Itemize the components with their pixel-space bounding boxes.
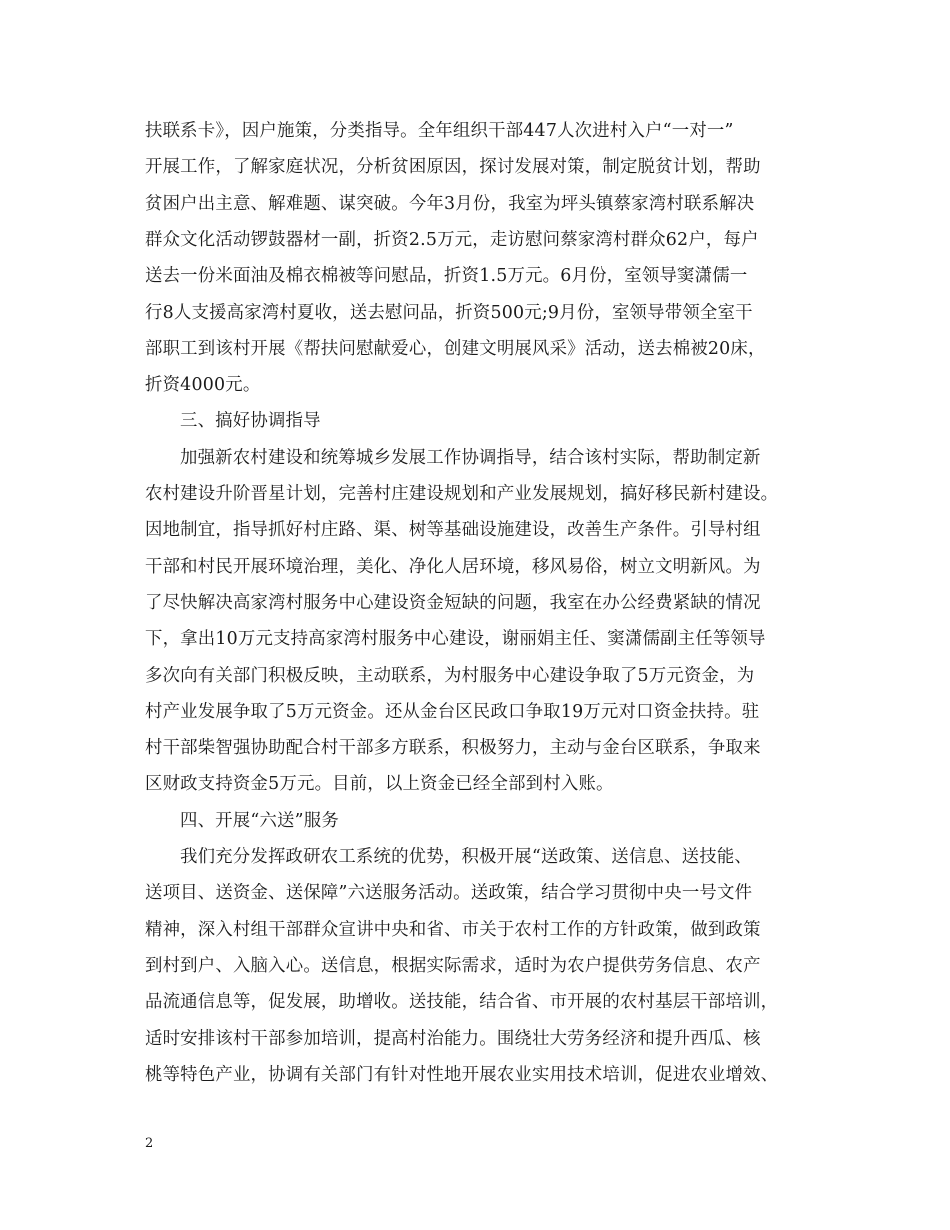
text-line: 三、搞好协调指导 [180, 411, 321, 432]
text-line: 到村到户、入脑入心。送信息，根据实际需求，适时为农户提供劳务信息、农产 [145, 955, 761, 976]
text-line: 送项目、送资金、送保障”六送服务活动。送政策，结合学习贯彻中央一号文件 [145, 883, 753, 904]
text-line: 品流通信息等，促发展，助增收。送技能，结合省、市开展的农村基层干部培训， [145, 992, 779, 1013]
text-line: 行8人支援高家湾村夏收，送去慰问品，折资500元;9月份，室领导带领全室干 [145, 302, 753, 323]
text-line: 群众文化活动锣鼓器材一副，折资2.5万元，走访慰问蔡家湾村群众62户，每户 [145, 229, 759, 250]
text-line: 村产业发展争取了5万元资金。还从金台区民政口争取19万元对口资金扶持。驻 [145, 701, 760, 722]
text-line: 因地制宜，指导抓好村庄路、渠、树等基础设施建设，改善生产条件。引导村组 [145, 520, 761, 541]
text-line: 部职工到该村开展《帮扶问慰献爱心，创建文明展风采》活动，送去棉被20床， [145, 338, 766, 359]
text-line: 了尽快解决高家湾村服务中心建设资金短缺的问题，我室在办公经费紧缺的情况 [145, 592, 761, 613]
text-line: 开展工作，了解家庭状况，分析贫困原因，探讨发展对策，制定脱贫计划，帮助 [145, 157, 761, 178]
text-line: 干部和村民开展环境治理，美化、净化人居环境，移风易俗，树立文明新风。为 [145, 556, 761, 577]
text-line: 区财政支持资金5万元。目前，以上资金已经全部到村入账。 [145, 774, 614, 795]
text-line: 村干部柴智强协助配合村干部多方联系，积极努力，主动与金台区联系，争取来 [145, 738, 761, 759]
text-line: 送去一份米面油及棉衣棉被等问慰品，折资1.5万元。6月份，室领导窦潇儒一 [145, 266, 748, 287]
text-line: 下，拿出10万元支持高家湾村服务中心建设，谢丽娟主任、窦潇儒副主任等领导 [145, 629, 766, 650]
text-line: 四、开展“六送”服务 [180, 810, 339, 831]
text-line: 精神，深入村组干部群众宣讲中央和省、市关于农村工作的方针政策，做到政策 [145, 919, 761, 940]
text-line: 我们充分发挥政研农工系统的优势，积极开展“送政策、送信息、送技能、 [180, 847, 752, 867]
text-line: 扶联系卡》，因户施策，分类指导。全年组织干部447人次进村入户“一对一” [145, 121, 734, 141]
text-line: 适时安排该村干部参加培训，提高村治能力。围绕壮大劳务经济和提升西瓜、核 [145, 1028, 761, 1049]
text-line: 贫困户出主意、解难题、谋突破。今年3月份，我室为坪头镇蔡家湾村联系解决 [145, 193, 755, 214]
text-line: 多次向有关部门积极反映，主动联系，为村服务中心建设争取了5万元资金，为 [145, 665, 755, 686]
text-line: 桃等特色产业，协调有关部门有针对性地开展农业实用技术培训，促进农业增效、 [145, 1064, 779, 1085]
text-line: 加强新农村建设和统筹城乡发展工作协调指导，结合该村实际，帮助制定新 [180, 447, 761, 468]
page-number: 2 [145, 1136, 154, 1151]
text-line: 农村建设升阶晋星计划，完善村庄建设规划和产业发展规划，搞好移民新村建设。 [145, 484, 779, 504]
text-line: 折资4000元。 [145, 375, 261, 396]
